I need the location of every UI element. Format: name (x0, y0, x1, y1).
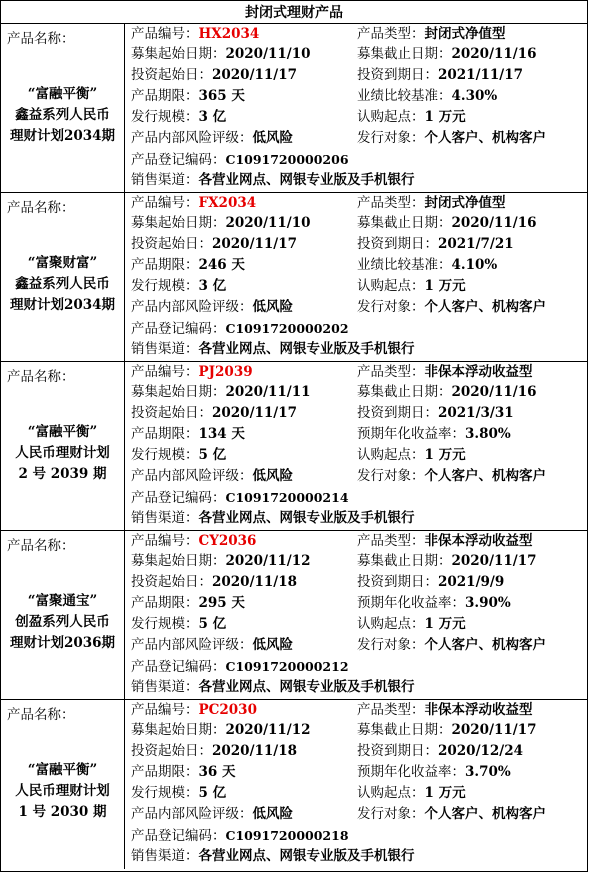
target-label: 发行对象： (357, 637, 425, 653)
size-label: 发行规模： (131, 447, 199, 463)
product-term: 36 天 (198, 764, 236, 780)
risk-rating: 低风险 (252, 468, 293, 484)
detail-row (131, 339, 587, 360)
target-label: 发行对象： (357, 299, 425, 315)
product-term: 295 天 (198, 595, 245, 611)
min-purchase: 1 万元 (424, 616, 466, 632)
risk-label: 产品内部风险评级： (131, 299, 253, 315)
product-name-line: “富融平衡” (27, 762, 98, 778)
risk-rating: 低风险 (252, 637, 293, 653)
size-label: 发行规模： (131, 109, 199, 125)
product-name-cell (1, 700, 125, 869)
type-label: 产品类型： (357, 702, 425, 718)
detail-row (131, 403, 587, 424)
channel-label: 销售渠道： (131, 172, 199, 188)
product-name (1, 253, 124, 316)
raise-start-date: 2020/11/12 (225, 553, 311, 569)
detail-row (131, 445, 587, 466)
product-name-line: “富聚通宝” (27, 593, 98, 609)
product-name-line: 创盈系列人民币 (15, 614, 110, 630)
product-name-label: 产品名称： (7, 369, 75, 385)
min-label: 认购起点： (357, 109, 425, 125)
detail-row (131, 193, 587, 214)
reg-label: 产品登记编码： (131, 659, 226, 675)
target-customers: 个人客户、机构客户 (424, 468, 546, 484)
term-label: 产品期限： (131, 88, 199, 104)
code-label: 产品编号： (131, 533, 199, 549)
detail-row (131, 783, 587, 804)
product-name-label: 产品名称： (7, 31, 75, 47)
product-name-line: 理财计划2034期 (9, 297, 116, 313)
detail-row (131, 107, 587, 128)
detail-row (131, 825, 587, 846)
registration-code: C1091720000202 (225, 321, 349, 336)
invest-end-date: 2020/12/24 (438, 743, 524, 759)
raise-end-date: 2020/11/17 (451, 553, 537, 569)
target-customers: 个人客户、机构客户 (424, 299, 546, 315)
product-row (1, 531, 587, 700)
target-customers: 个人客户、机构客户 (424, 806, 546, 822)
product-row (1, 193, 587, 362)
product-type: 封闭式净值型 (424, 26, 506, 42)
term-label: 产品期限： (131, 257, 199, 273)
reg-label: 产品登记编码： (131, 152, 226, 168)
detail-row (131, 149, 587, 170)
product-code: PC2030 (198, 702, 257, 718)
raise-end-date: 2020/11/16 (451, 46, 537, 62)
detail-row (131, 65, 587, 86)
size-label: 发行规模： (131, 616, 199, 632)
issue-size: 5 亿 (198, 616, 227, 632)
product-name-label: 产品名称： (7, 707, 75, 723)
product-name-cell (1, 531, 125, 699)
raise-end-label: 募集截止日期： (357, 722, 452, 738)
raise-start-label: 募集起始日期： (131, 722, 226, 738)
raise-end-date: 2020/11/16 (451, 384, 537, 400)
detail-row (131, 170, 587, 191)
benchmark-label: 业绩比较基准： (357, 88, 452, 104)
invest-end-date: 2021/7/21 (438, 236, 514, 252)
product-name-line: 鑫益系列人民币 (15, 107, 110, 123)
product-detail-cell (125, 24, 587, 192)
type-label: 产品类型： (357, 364, 425, 380)
detail-row (131, 804, 587, 825)
risk-rating: 低风险 (252, 299, 293, 315)
benchmark-label: 业绩比较基准： (357, 257, 452, 273)
target-label: 发行对象： (357, 806, 425, 822)
invest-start-label: 投资起始日： (131, 67, 212, 83)
detail-row (131, 762, 587, 783)
product-row (1, 24, 587, 193)
invest-end-label: 投资到期日： (357, 743, 438, 759)
product-row (1, 362, 587, 531)
invest-start-label: 投资起始日： (131, 236, 212, 252)
term-label: 产品期限： (131, 595, 199, 611)
product-name-line: “富聚财富” (27, 255, 98, 271)
benchmark-rate: 3.70% (465, 764, 511, 780)
benchmark-rate: 4.30% (451, 88, 498, 104)
size-label: 发行规模： (131, 278, 199, 294)
product-detail-cell (125, 700, 587, 869)
benchmark-rate: 4.10% (451, 257, 498, 273)
product-detail-cell (125, 193, 587, 361)
product-name-line: 人民币理财计划 (15, 783, 110, 799)
detail-row (131, 276, 587, 297)
invest-end-date: 2021/11/17 (438, 67, 524, 83)
reg-label: 产品登记编码： (131, 490, 226, 506)
min-purchase: 1 万元 (424, 447, 466, 463)
issue-size: 3 亿 (198, 109, 227, 125)
detail-row (131, 255, 587, 276)
raise-start-date: 2020/11/10 (225, 215, 311, 231)
raise-start-label: 募集起始日期： (131, 46, 226, 62)
detail-row (131, 24, 587, 45)
min-label: 认购起点： (357, 616, 425, 632)
detail-row (131, 614, 587, 635)
issue-size: 5 亿 (198, 447, 227, 463)
raise-end-date: 2020/11/16 (451, 215, 537, 231)
detail-row (131, 213, 587, 234)
detail-row (131, 677, 587, 698)
detail-row (131, 487, 587, 508)
raise-end-label: 募集截止日期： (357, 46, 452, 62)
detail-row (131, 551, 587, 572)
registration-code: C1091720000214 (225, 490, 349, 505)
product-code: FX2034 (198, 195, 257, 211)
product-row (1, 700, 587, 869)
product-detail-cell (125, 362, 587, 530)
detail-row (131, 720, 587, 741)
detail-row (131, 424, 587, 445)
invest-start-date: 2020/11/17 (212, 405, 298, 421)
invest-end-label: 投资到期日： (357, 574, 438, 590)
channel-label: 销售渠道： (131, 679, 199, 695)
product-rows (1, 24, 587, 869)
sales-channel: 各营业网点、网银专业版及手机银行 (198, 679, 415, 695)
invest-start-label: 投资起始日： (131, 405, 212, 421)
invest-start-date: 2020/11/17 (212, 236, 298, 252)
target-label: 发行对象： (357, 468, 425, 484)
product-type: 封闭式净值型 (424, 195, 506, 211)
channel-label: 销售渠道： (131, 510, 199, 526)
product-name-line: 1 号 2030 期 (18, 804, 107, 820)
registration-code: C1091720000218 (225, 828, 349, 843)
min-label: 认购起点： (357, 447, 425, 463)
code-label: 产品编号： (131, 195, 199, 211)
benchmark-label: 预期年化收益率： (357, 764, 465, 780)
detail-row (131, 508, 587, 529)
target-customers: 个人客户、机构客户 (424, 637, 546, 653)
min-purchase: 1 万元 (424, 278, 466, 294)
term-label: 产品期限： (131, 764, 199, 780)
product-name-label: 产品名称： (7, 200, 75, 216)
size-label: 发行规模： (131, 785, 199, 801)
detail-row (131, 382, 587, 403)
registration-code: C1091720000206 (225, 152, 349, 167)
product-name-line: “富融平衡” (27, 424, 98, 440)
reg-label: 产品登记编码： (131, 828, 226, 844)
type-label: 产品类型： (357, 195, 425, 211)
product-detail-cell (125, 531, 587, 699)
target-label: 发行对象： (357, 130, 425, 146)
detail-row (131, 86, 587, 107)
product-term: 134 天 (198, 426, 245, 442)
invest-start-date: 2020/11/18 (212, 574, 298, 590)
benchmark-rate: 3.80% (465, 426, 511, 442)
product-name (1, 422, 124, 485)
raise-start-date: 2020/11/10 (225, 46, 311, 62)
min-label: 认购起点： (357, 278, 425, 294)
raise-start-date: 2020/11/11 (225, 384, 311, 400)
product-type: 非保本浮动收益型 (424, 702, 533, 718)
invest-end-label: 投资到期日： (357, 67, 438, 83)
detail-row (131, 318, 587, 339)
product-name-cell (1, 24, 125, 192)
product-type: 非保本浮动收益型 (424, 533, 533, 549)
risk-label: 产品内部风险评级： (131, 806, 253, 822)
product-name-line: 鑫益系列人民币 (15, 276, 110, 292)
detail-row (131, 846, 587, 867)
detail-row (131, 466, 587, 487)
product-name-label: 产品名称： (7, 538, 75, 554)
detail-row (131, 593, 587, 614)
channel-label: 销售渠道： (131, 848, 199, 864)
product-code: HX2034 (198, 26, 260, 42)
issue-size: 3 亿 (198, 278, 227, 294)
min-purchase: 1 万元 (424, 785, 466, 801)
product-term: 246 天 (198, 257, 245, 273)
detail-row (131, 44, 587, 65)
raise-end-label: 募集截止日期： (357, 384, 452, 400)
detail-row (131, 635, 587, 656)
raise-end-date: 2020/11/17 (451, 722, 537, 738)
product-name (1, 591, 124, 654)
registration-code: C1091720000212 (225, 659, 349, 674)
product-name-line: “富融平衡” (27, 86, 98, 102)
invest-start-date: 2020/11/18 (212, 743, 298, 759)
product-name-line: 理财计划2036期 (9, 635, 116, 651)
code-label: 产品编号： (131, 702, 199, 718)
target-customers: 个人客户、机构客户 (424, 130, 546, 146)
detail-row (131, 572, 587, 593)
product-term: 365 天 (198, 88, 245, 104)
risk-rating: 低风险 (252, 806, 293, 822)
detail-row (131, 362, 587, 383)
raise-end-label: 募集截止日期： (357, 553, 452, 569)
product-name (1, 84, 124, 147)
term-label: 产品期限： (131, 426, 199, 442)
product-name-cell (1, 362, 125, 530)
benchmark-rate: 3.90% (465, 595, 511, 611)
detail-row (131, 297, 587, 318)
sales-channel: 各营业网点、网银专业版及手机银行 (198, 341, 415, 357)
product-name-line: 2 号 2039 期 (18, 466, 107, 482)
detail-row (131, 700, 587, 721)
product-type: 非保本浮动收益型 (424, 364, 533, 380)
risk-label: 产品内部风险评级： (131, 637, 253, 653)
product-name (1, 760, 124, 823)
product-code: CY2036 (198, 533, 257, 549)
table-title: 封闭式理财产品 (1, 1, 587, 24)
risk-label: 产品内部风险评级： (131, 130, 253, 146)
code-label: 产品编号： (131, 364, 199, 380)
invest-end-label: 投资到期日： (357, 236, 438, 252)
code-label: 产品编号： (131, 26, 199, 42)
type-label: 产品类型： (357, 533, 425, 549)
raise-end-label: 募集截止日期： (357, 215, 452, 231)
product-name-line: 人民币理财计划 (15, 445, 110, 461)
min-purchase: 1 万元 (424, 109, 466, 125)
product-name-line: 理财计划2034期 (9, 128, 116, 144)
detail-row (131, 531, 587, 552)
risk-rating: 低风险 (252, 130, 293, 146)
product-name-cell (1, 193, 125, 361)
reg-label: 产品登记编码： (131, 321, 226, 337)
min-label: 认购起点： (357, 785, 425, 801)
raise-start-label: 募集起始日期： (131, 553, 226, 569)
invest-start-date: 2020/11/17 (212, 67, 298, 83)
detail-row (131, 741, 587, 762)
invest-start-label: 投资起始日： (131, 743, 212, 759)
detail-row (131, 656, 587, 677)
sales-channel: 各营业网点、网银专业版及手机银行 (198, 510, 415, 526)
channel-label: 销售渠道： (131, 341, 199, 357)
invest-start-label: 投资起始日： (131, 574, 212, 590)
sales-channel: 各营业网点、网银专业版及手机银行 (198, 848, 415, 864)
invest-end-label: 投资到期日： (357, 405, 438, 421)
invest-end-date: 2021/3/31 (438, 405, 514, 421)
risk-label: 产品内部风险评级： (131, 468, 253, 484)
raise-start-date: 2020/11/12 (225, 722, 311, 738)
benchmark-label: 预期年化收益率： (357, 595, 465, 611)
detail-row (131, 128, 587, 149)
issue-size: 5 亿 (198, 785, 227, 801)
type-label: 产品类型： (357, 26, 425, 42)
raise-start-label: 募集起始日期： (131, 215, 226, 231)
product-code: PJ2039 (198, 364, 253, 380)
invest-end-date: 2021/9/9 (438, 574, 505, 590)
benchmark-label: 预期年化收益率： (357, 426, 465, 442)
detail-row (131, 234, 587, 255)
raise-start-label: 募集起始日期： (131, 384, 226, 400)
sales-channel: 各营业网点、网银专业版及手机银行 (198, 172, 415, 188)
